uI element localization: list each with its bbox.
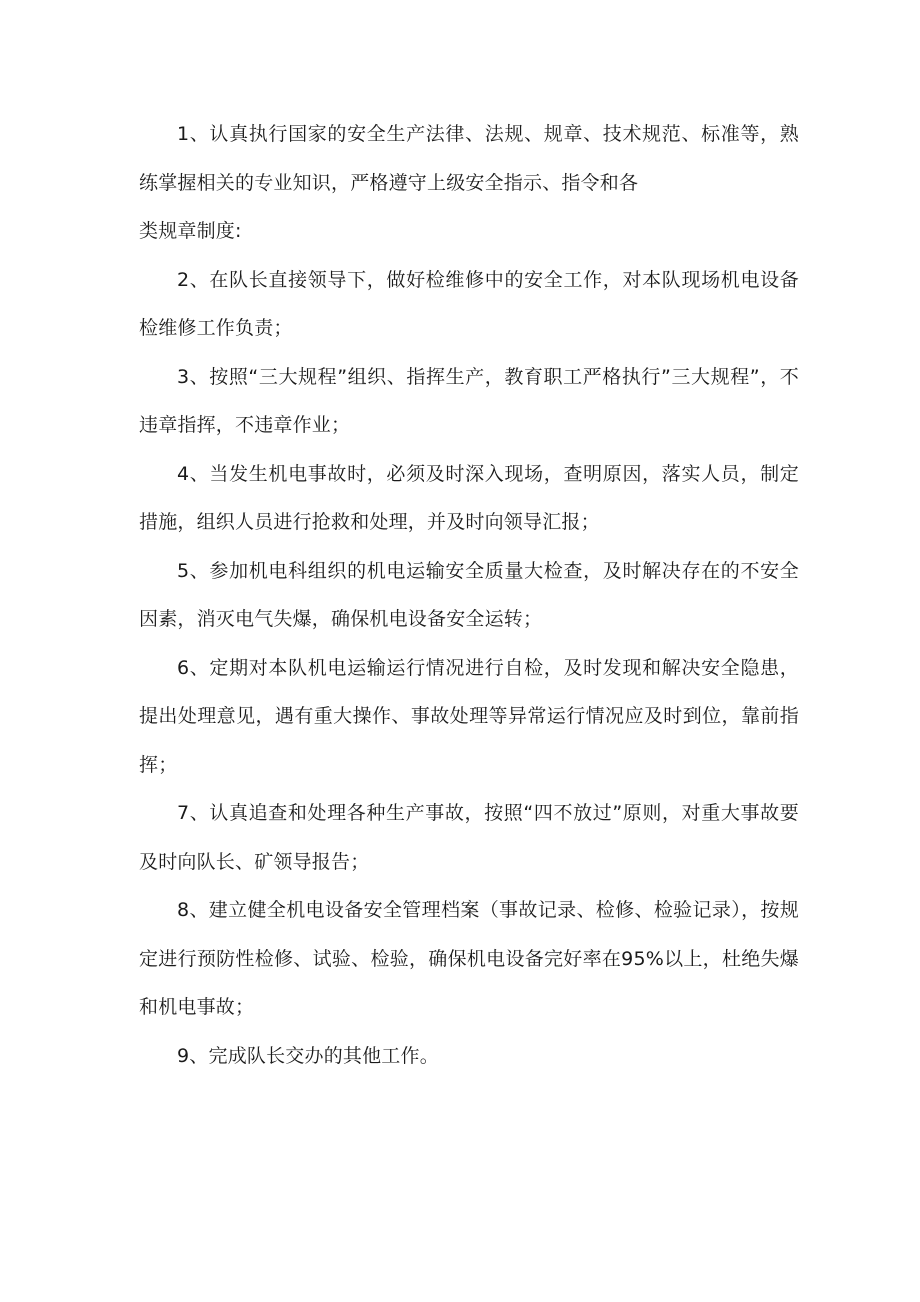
paragraph-8: 8、建立健全机电设备安全管理档案（事故记录、检修、检验记录），按规定进行预防性检修、试验、检验，确保机电设备完好率在95%以上，杜绝失爆和机电事故； — [139, 899, 799, 1018]
paragraph-7: 7、认真追查和处理各种生产事故，按照“四不放过”原则，对重大事故要及时向队长、矿领导报告； — [139, 802, 799, 873]
paragraph-9: 9、完成队长交办的其他工作。 — [177, 1044, 439, 1067]
paragraph-1: 1、认真执行国家的安全生产法律、法规、规章、技术规范、标准等，熟练掌握相关的专业知识，严格遵守上级安全指示、指令和各 — [139, 123, 799, 194]
paragraph-1-continuation: 类规章制度: — [139, 220, 242, 242]
paragraph-2: 2、在队长直接领导下，做好检维修中的安全工作，对本队现场机电设备检维修工作负责； — [139, 268, 799, 339]
paragraph-3: 3、按照“三大规程”组织、指挥生产，教育职工严格执行”三大规程”，不违章指挥，不违章作业； — [139, 365, 799, 436]
paragraph-4: 4、当发生机电事故时，必须及时深入现场，查明原因，落实人员，制定措施，组织人员进行抢救和处理，并及时向领导汇报； — [139, 462, 799, 533]
document-body — [139, 110, 799, 1080]
paragraph-5: 5、参加机电科组织的机电运输安全质量大检查，及时解决存在的不安全因素，消灭电气失爆，确保机电设备安全运转； — [139, 559, 799, 630]
paragraph-6: 6、定期对本队机电运输运行情况进行自检，及时发现和解决安全隐患，提出处理意见，遇有重大操作、事故处理等异常运行情况应及时到位，靠前指挥； — [139, 656, 799, 776]
